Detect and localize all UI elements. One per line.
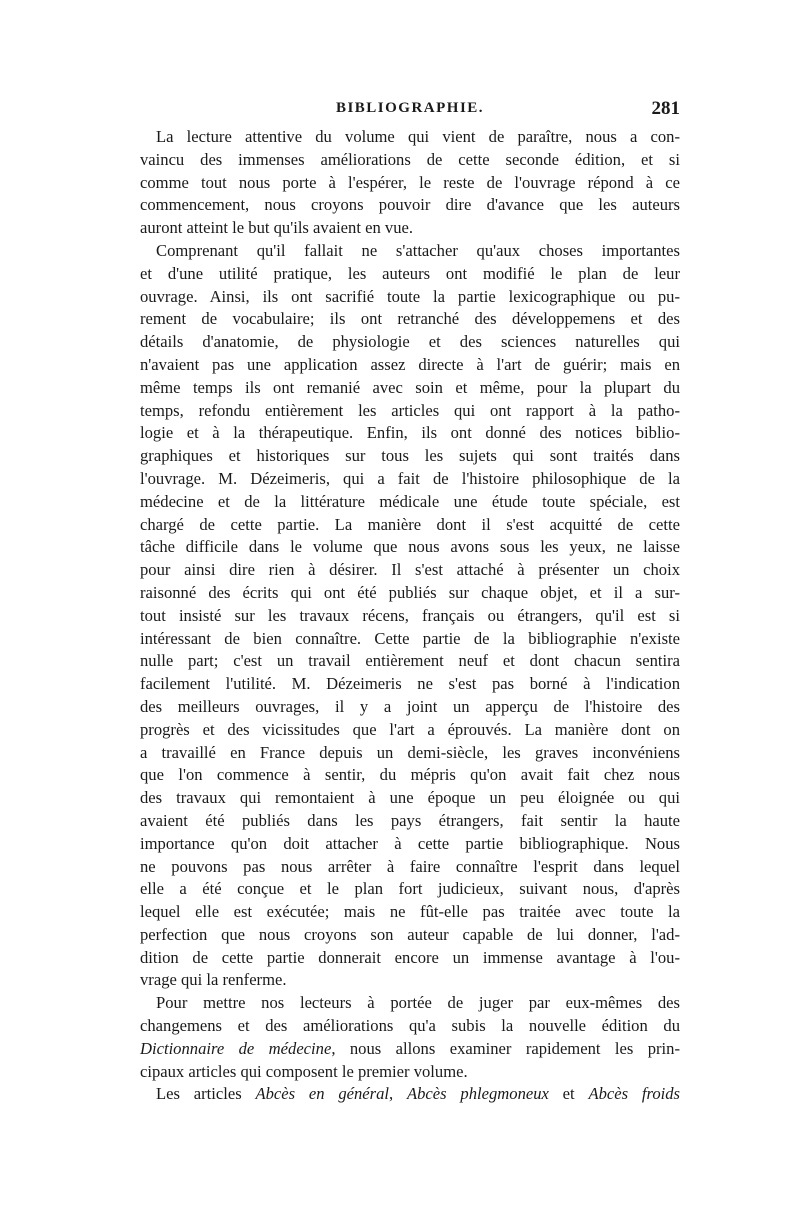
text-line: temps, refondu entièrement les articles qui ont rapport à la patho- (140, 400, 680, 420)
text-line: progrès et des vicissitudes que l'art a éprouvés. La manière dont on (140, 719, 680, 739)
text-line: rement de vocabulaire; ils ont retranché des développemens et des (140, 309, 680, 329)
text-line: changemens et des améliorations qu'a subis la nouvelle édition du (140, 1016, 680, 1036)
text-line: cipaux articles qui composent le premier volume. (140, 1061, 468, 1081)
text-line: pour ainsi dire rien à désirer. Il s'est attaché à présenter un choix (140, 560, 680, 580)
text-fragment: Les articles (156, 1084, 256, 1104)
text-line: graphiques et historiques sur tous les sujets qui sont traités dans (140, 446, 680, 466)
text-line: n'avaient pas une application assez directe à l'art de guérir; mais en (140, 354, 680, 374)
text-line: perfection que nous croyons son auteur capable de lui donner, l'ad- (140, 924, 680, 944)
text-line: vrage qui la renferme. (140, 970, 287, 990)
page-number: 281 (651, 98, 680, 119)
text-line: intéressant de bien connaître. Cette partie de la bibliographie n'existe (140, 628, 680, 648)
text-line: facilement l'utilité. M. Dézeimeris ne s'est pas borné à l'indication (140, 674, 680, 694)
body-text (140, 126, 680, 1106)
text-line: elle a été conçue et le plan fort judicieux, suivant nous, d'après (140, 879, 680, 899)
text-line: avaient été publiés dans les pays étrangers, fait sentir la haute (140, 810, 680, 830)
text-fragment: et (548, 1084, 589, 1104)
text-line: Pour mettre nos lecteurs à portée de juger par eux-mêmes des (156, 993, 680, 1013)
text-line: des meilleurs ouvrages, il y a joint un apperçu de l'histoire des (140, 696, 680, 716)
text-fragment: , (389, 1084, 407, 1104)
italic-title: Abcès phlegmoneux (407, 1084, 549, 1104)
text-line: lequel elle est exécutée; mais ne fût-elle pas traitée avec toute la (140, 902, 680, 922)
italic-title: Abcès froids (588, 1084, 680, 1104)
text-line: détails d'anatomie, de physiologie et des sciences naturelles qui (140, 332, 680, 352)
text-line: raisonné des écrits qui ont été publiés sur chaque objet, et il a sur- (140, 582, 680, 602)
text-line: nulle part; c'est un travail entièrement neuf et dont chacun sentira (140, 651, 680, 671)
text-line: des travaux qui remontaient à une époque un peu éloignée ou qui (140, 788, 680, 808)
text-line (140, 1038, 680, 1061)
text-line: ne pouvons pas nous arrêter à faire connaître l'esprit dans lequel (140, 856, 680, 876)
text-line: La lecture attentive du volume qui vient de paraître, nous a con- (156, 127, 680, 146)
text-line: a travaillé en France depuis un demi-siècle, les graves inconvéniens (140, 742, 680, 762)
text-line: auront atteint le but qu'ils avaient en vue. (140, 218, 414, 238)
text-line: que l'on commence à sentir, du mépris qu'on avait fait chez nous (140, 765, 680, 785)
text-line: même temps ils ont remanié avec soin et même, pour la plupart du (140, 377, 680, 397)
text-line: médecine et de la littérature médicale une étude toute spéciale, est (140, 491, 680, 511)
running-head: BIBLIOGRAPHIE. (335, 100, 485, 116)
text-line: l'ouvrage. M. Dézeimeris, qui a fait de l'histoire philosophique de la (140, 468, 680, 488)
italic-title: Abcès en général (255, 1084, 390, 1104)
text-line: dition de cette partie donnerait encore un immense avantage à l'ou- (140, 947, 680, 967)
text-line: logie et à la thérapeutique. Enfin, ils ont donné des notices biblio- (140, 423, 680, 443)
text-line: ouvrage. Ainsi, ils ont sacrifié toute la partie lexicographique ou pu- (140, 286, 680, 306)
text-line (140, 1083, 680, 1106)
text-line: vaincu des immenses améliorations de cette seconde édition, et si (140, 149, 680, 169)
page-header (140, 100, 680, 124)
text-fragment: , nous allons examiner rapidement les prin- (331, 1038, 680, 1058)
text-line: et d'une utilité pratique, les auteurs ont modifié le plan de leur (140, 263, 680, 283)
text-line: Comprenant qu'il fallait ne s'attacher qu'aux choses importantes (156, 240, 680, 260)
text-line: tout insisté sur les travaux récens, français ou étrangers, qu'il est si (140, 605, 680, 625)
text-line: commencement, nous croyons pouvoir dire d'avance que les auteurs (140, 195, 680, 215)
text-line: importance qu'on doit attacher à cette partie bibliographique. Nous (140, 833, 680, 853)
text-line: tâche difficile dans le volume que nous avons sous les yeux, ne laisse (140, 537, 680, 557)
text-line: chargé de cette partie. La manière dont il s'est acquitté de cette (140, 514, 680, 534)
italic-title: Dictionnaire de médecine (140, 1038, 332, 1058)
text-line: comme tout nous porte à l'espérer, le reste de l'ouvrage répond à ce (140, 172, 680, 192)
